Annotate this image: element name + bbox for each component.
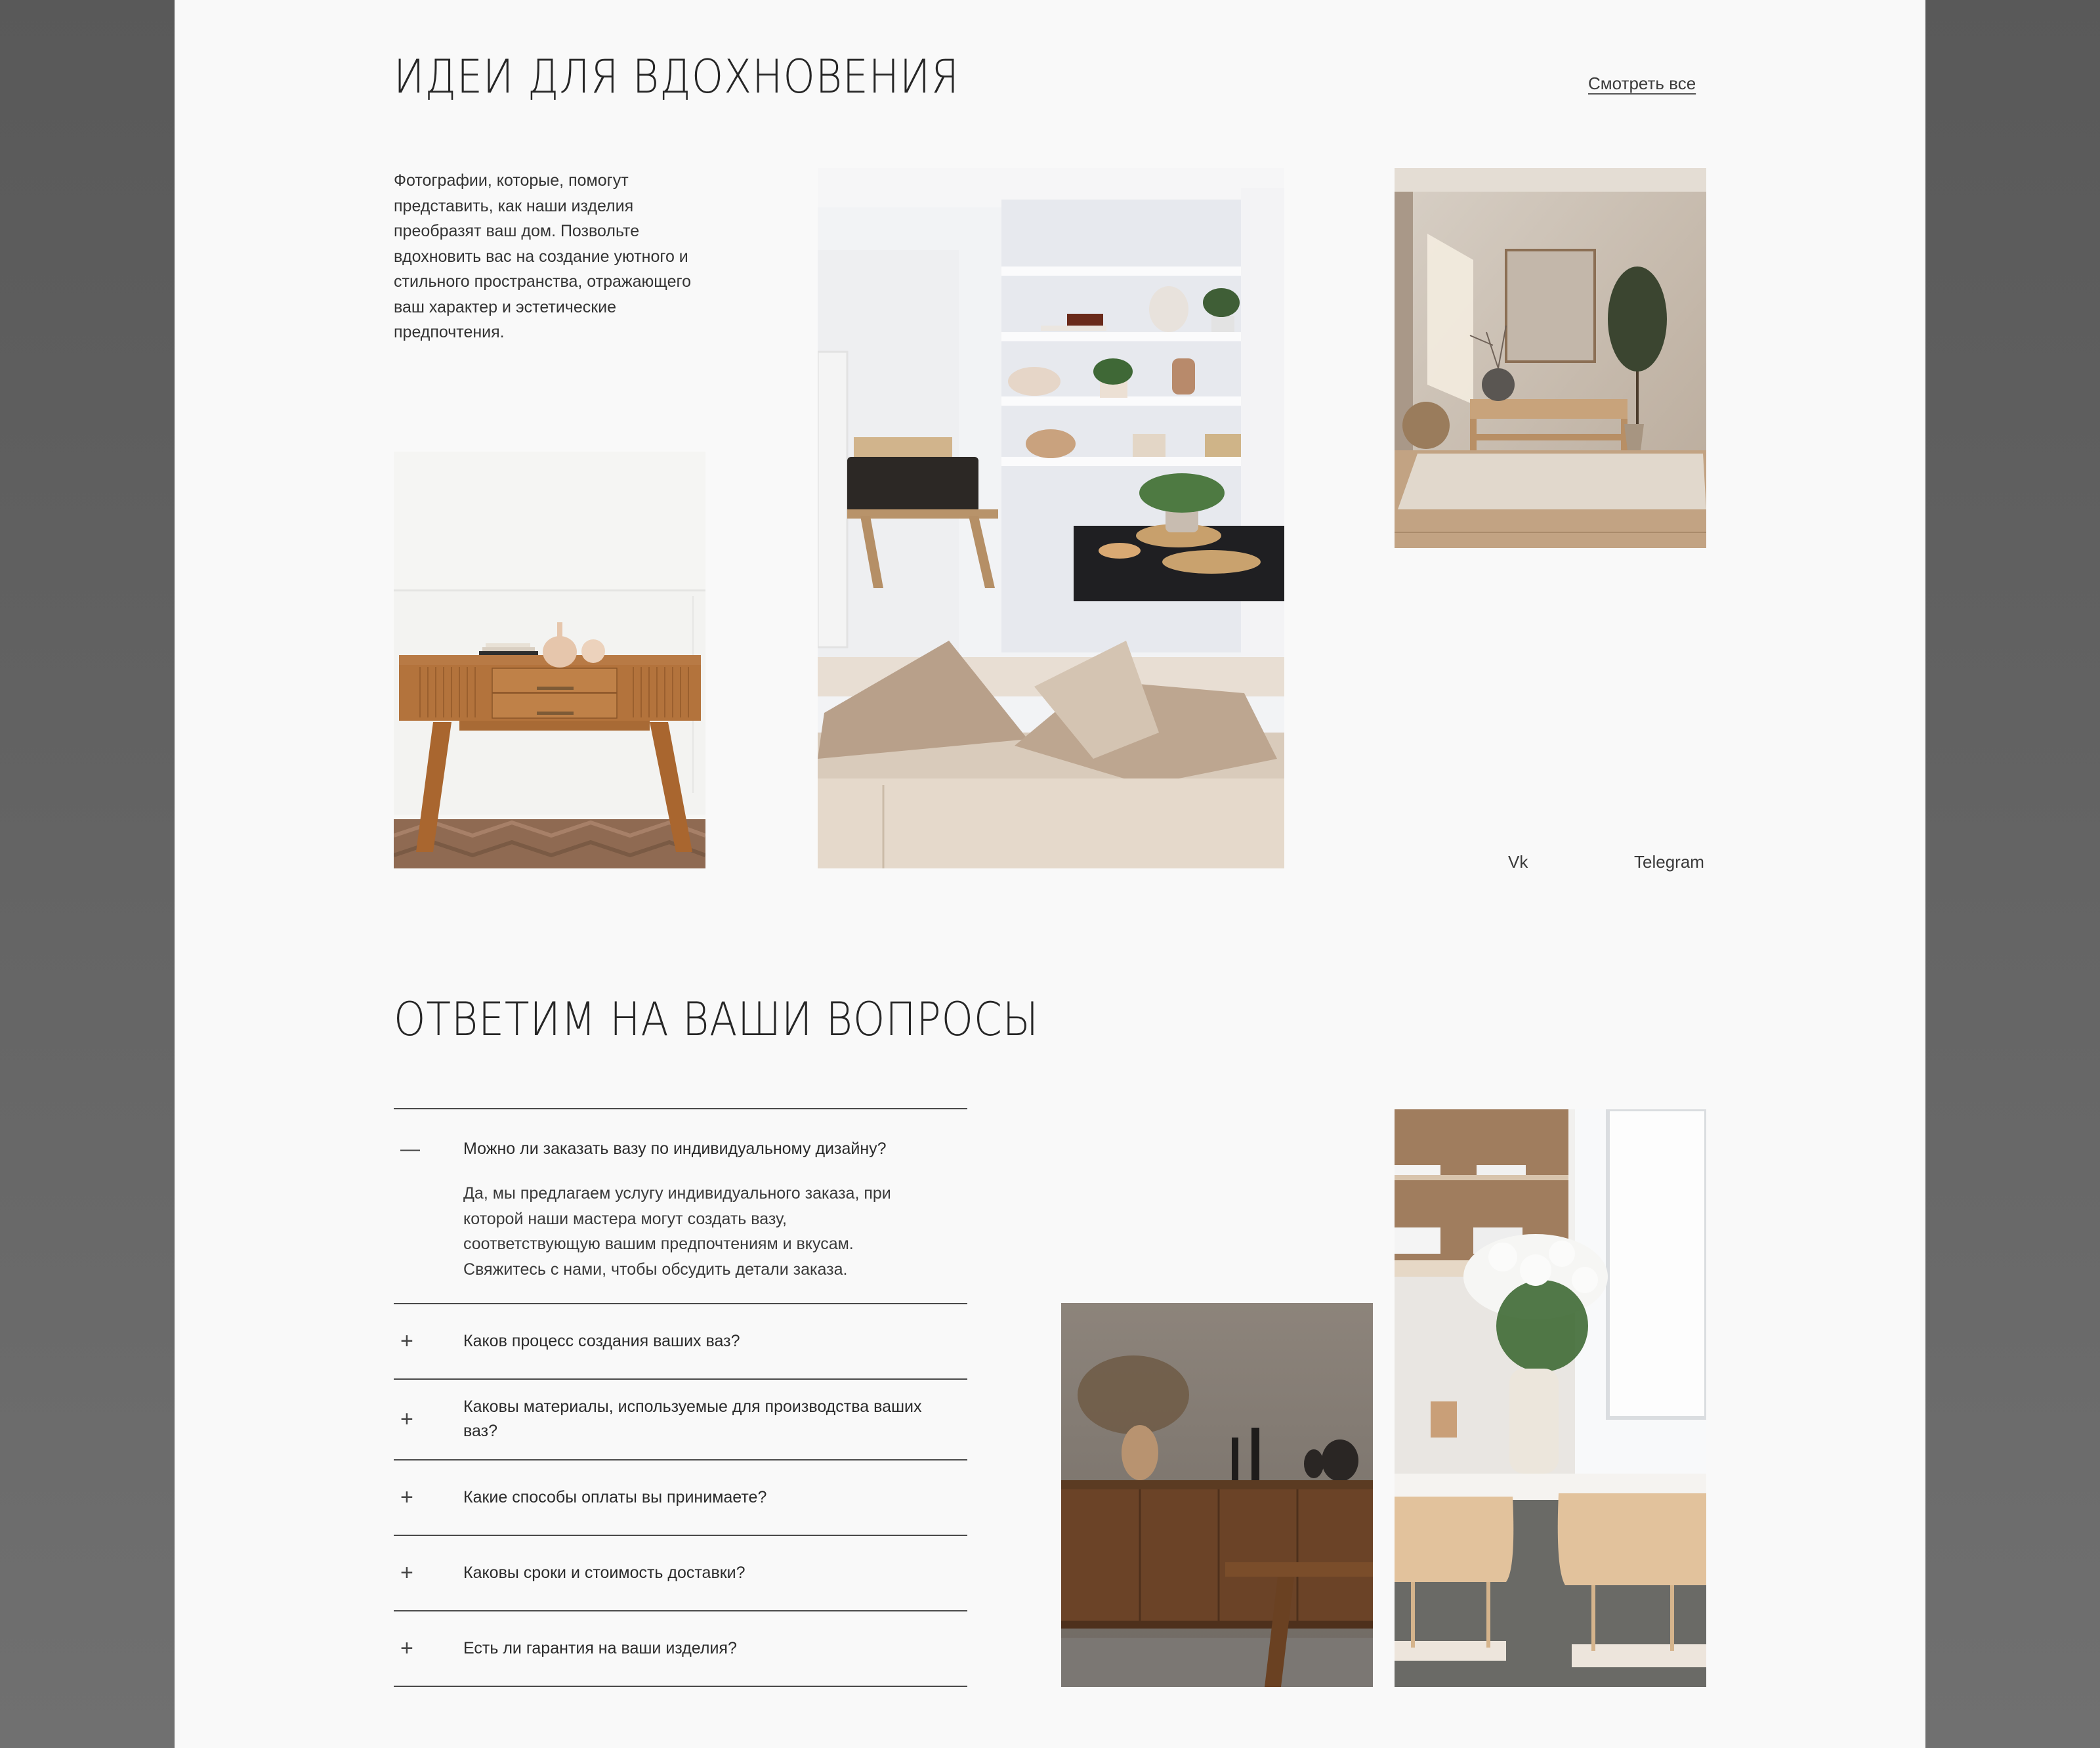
inspiration-image-hallway[interactable]: [1395, 168, 1706, 548]
plus-icon: +: [400, 1560, 413, 1585]
plus-icon: +: [400, 1407, 413, 1432]
faq-question-toggle[interactable]: [394, 1611, 967, 1685]
faq-item-materials: [394, 1378, 967, 1459]
inspiration-description: Фотографии, которые, помогут представить, как наши изделия преобразят ваш дом. Позвольте вдохновить вас на создание уютного и стильного пространства, отражающего ваш характер и эстетические предпочтения.: [394, 171, 691, 341]
faq-question: Какие способы оплаты вы принимаете?: [463, 1487, 767, 1506]
faq-question-toggle[interactable]: [394, 1380, 967, 1459]
faq-title: ОТВЕТИМ НА ВАШИ ВОПРОСЫ: [394, 992, 1039, 1046]
faq-image-sideboard: [1061, 1303, 1373, 1687]
faq-answer: Да, мы предлагаем услугу индивидуального заказа, при которой наши мастера могут создать вазу, соответствующую вашим предпочтениям и вкусам. Свяжитесь с нами, чтобы обсудить детали заказа.: [463, 1184, 891, 1279]
faq-question-toggle[interactable]: [394, 1109, 967, 1161]
faq-item-process: [394, 1303, 967, 1378]
faq-item-payment: [394, 1459, 967, 1535]
faq-item-custom-design: [394, 1108, 967, 1303]
plus-icon: +: [400, 1636, 413, 1661]
hallway-photo-icon: [1395, 168, 1706, 548]
faq-question: Каковы материалы, используемые для производства ваших ваз?: [463, 1397, 922, 1440]
faq-question: Каков процесс создания ваших ваз?: [463, 1331, 740, 1350]
faq-image-kitchen: [1395, 1109, 1706, 1687]
faq-item-delivery: [394, 1535, 967, 1610]
faq-question: Можно ли заказать вазу по индивидуальному дизайну?: [463, 1140, 887, 1158]
faq-question-toggle[interactable]: [394, 1460, 967, 1534]
vk-link[interactable]: Vk: [1508, 852, 1528, 872]
shelves-photo-icon: [818, 168, 1284, 868]
sideboard-photo-icon: [1061, 1303, 1373, 1687]
kitchen-photo-icon: [1395, 1109, 1706, 1687]
faq-question: Есть ли гарантия на ваши изделия?: [463, 1638, 737, 1657]
inspiration-title: ИДЕИ ДЛЯ ВДОХНОВЕНИЯ: [394, 50, 959, 104]
faq-question: Каковы сроки и стоимость доставки?: [463, 1563, 746, 1582]
inspiration-image-shelves[interactable]: [818, 168, 1284, 868]
faq-item-warranty: [394, 1610, 967, 1687]
telegram-link[interactable]: Telegram: [1634, 852, 1704, 872]
console-photo-icon: [394, 452, 705, 868]
minus-icon: —: [400, 1138, 420, 1160]
faq-question-toggle[interactable]: [394, 1536, 967, 1609]
faq-question-toggle[interactable]: [394, 1304, 967, 1378]
see-all-link[interactable]: Смотреть все: [1588, 74, 1696, 93]
plus-icon: +: [400, 1329, 413, 1354]
plus-icon: +: [400, 1485, 413, 1510]
faq-accordion: [394, 1108, 967, 1687]
inspiration-image-console[interactable]: [394, 452, 705, 868]
